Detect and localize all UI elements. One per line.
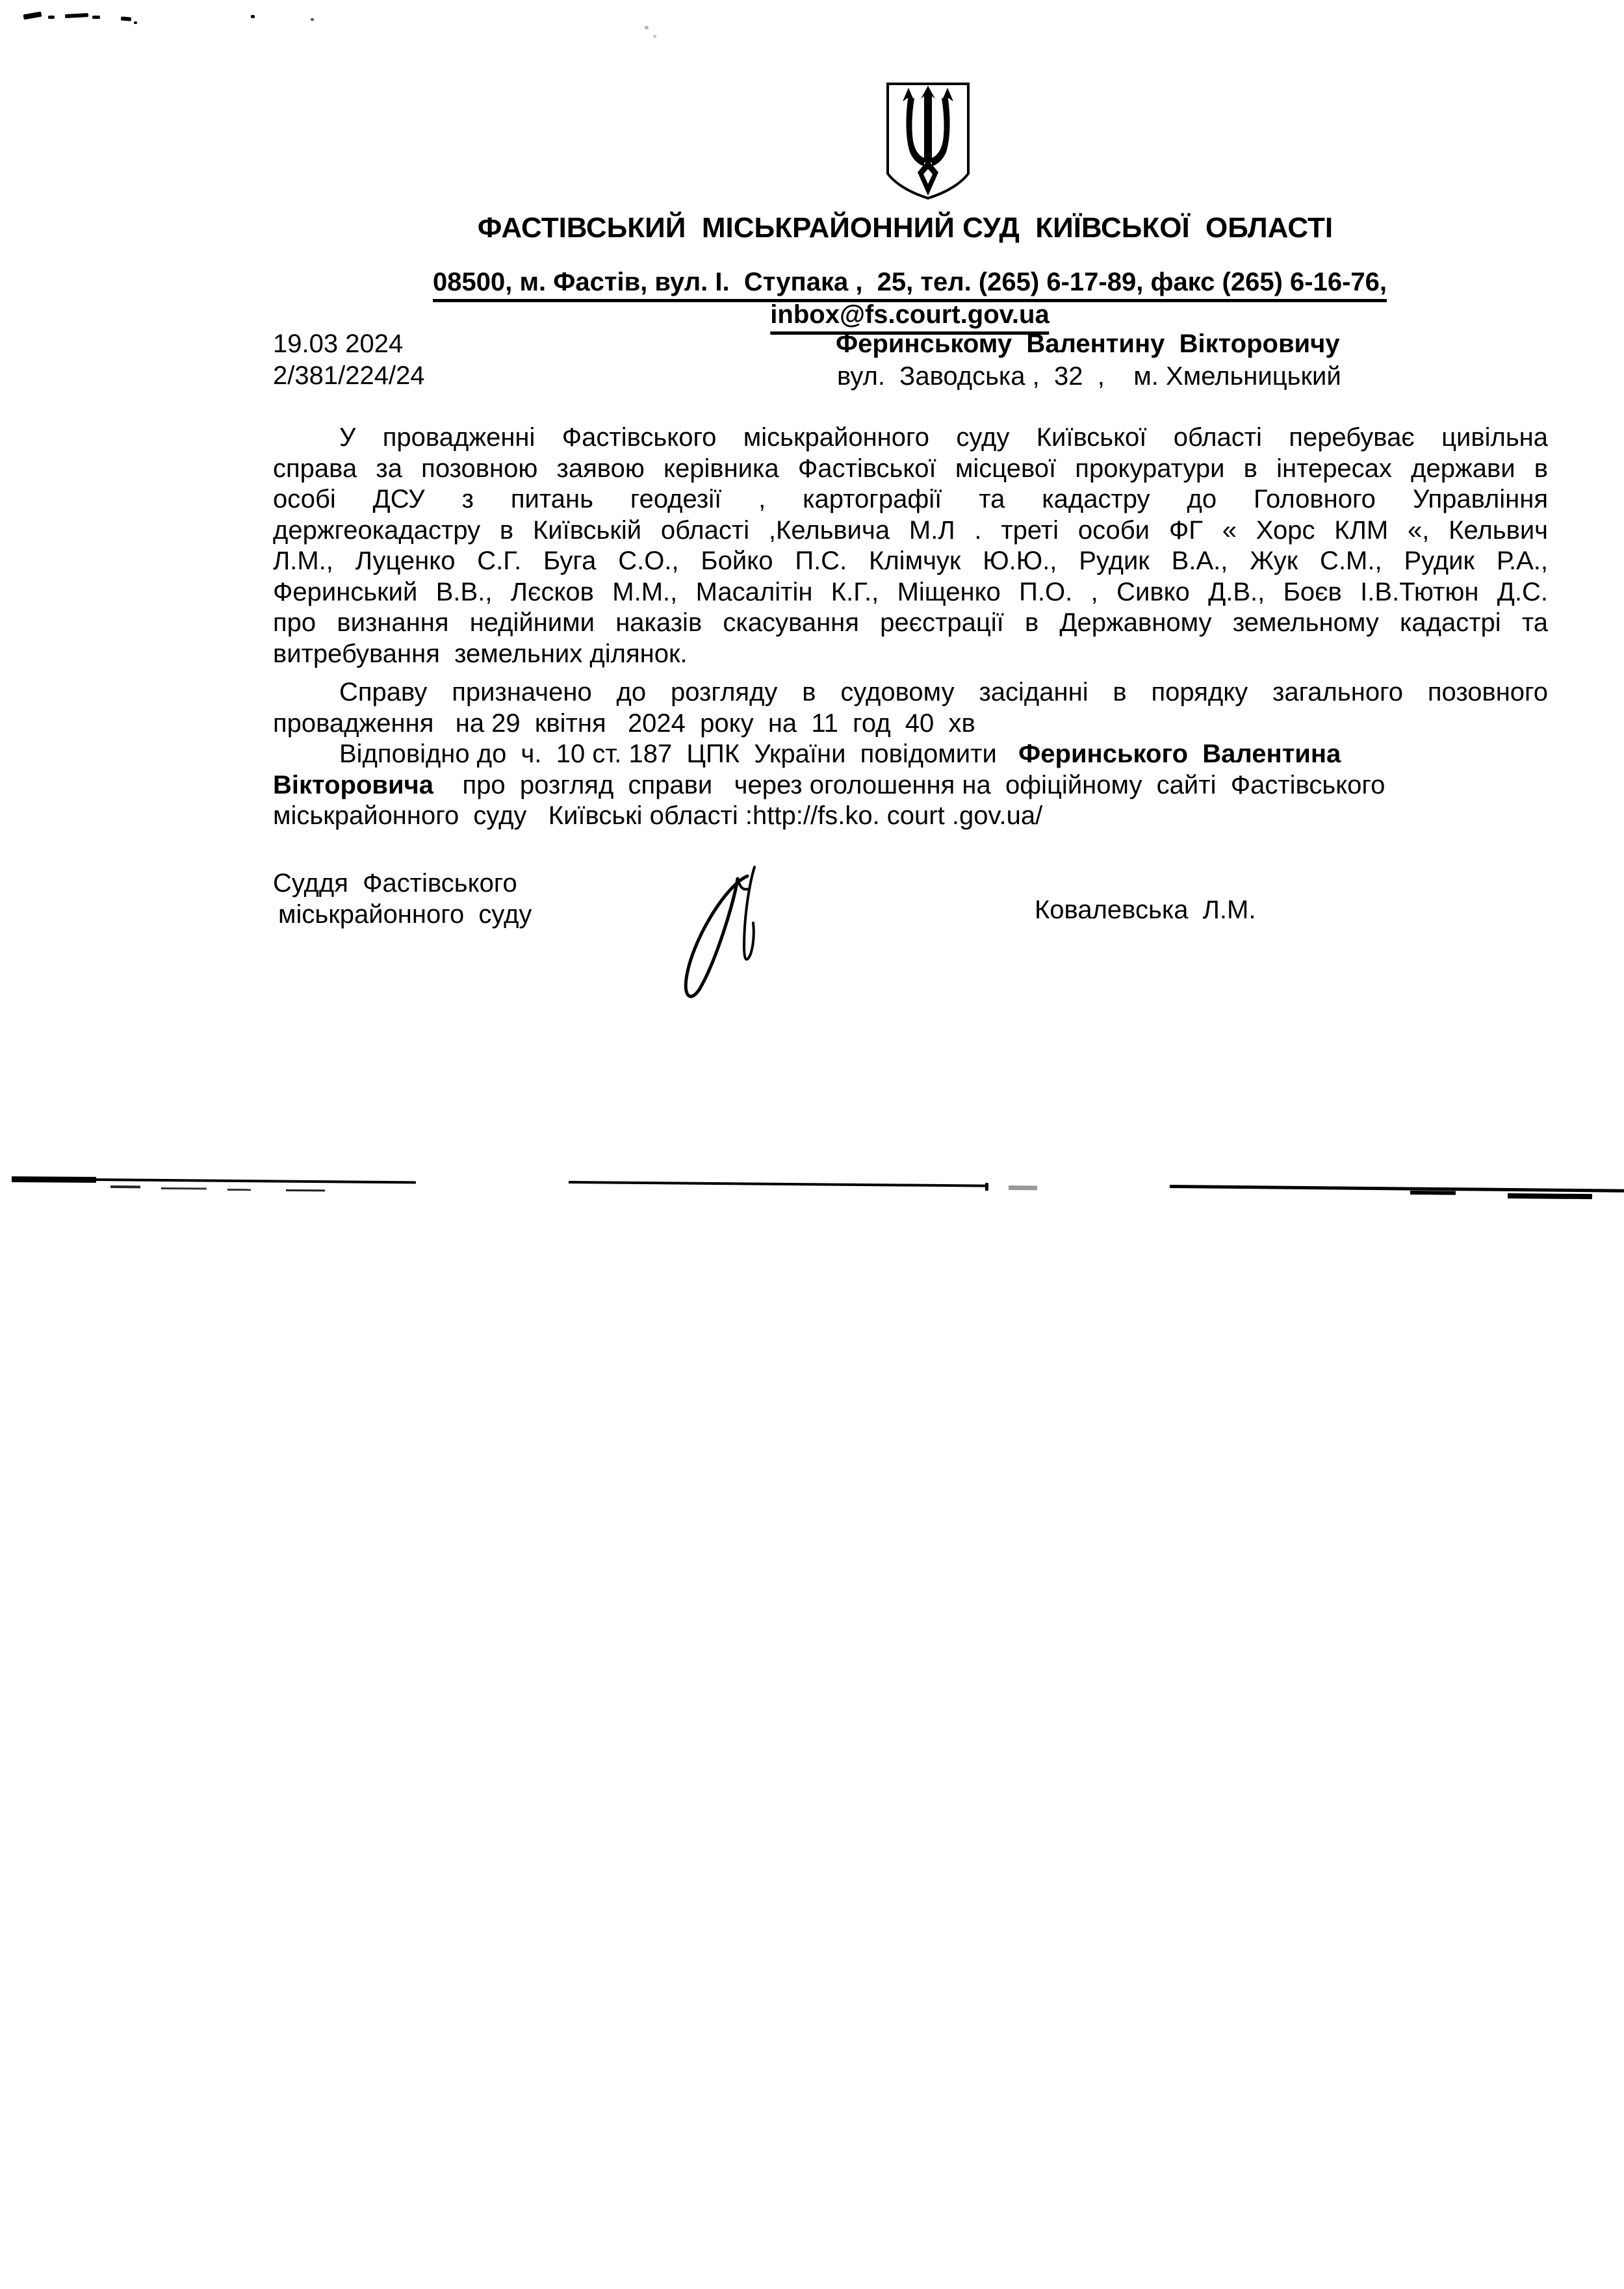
paragraph-line: справа за позовною заявою керівника Фастівської місцевої прокуратури в інтересах держави в	[273, 454, 1548, 483]
court-email-text: inbox@fs.court.gov.ua	[770, 300, 1049, 335]
paragraph-line: держгеокадастру в Київській області ,Кельвича М.Л . треті особи ФГ « Хорс КЛМ «, Кельвич	[273, 515, 1548, 545]
case-number: 2/381/224/24	[273, 361, 425, 390]
scan-artifact-dash	[286, 1189, 325, 1191]
scan-speck	[653, 35, 656, 38]
judge-position-line1: Суддя Фастівського	[273, 869, 517, 898]
scan-artifact-line	[569, 1181, 988, 1187]
scan-speck	[311, 18, 314, 21]
paragraph-line: витребування земельних ділянок.	[273, 639, 688, 668]
scan-speck	[23, 12, 42, 20]
paragraph-line: особі ДСУ з питань геодезії , картографії та кадастру до Головного Управління	[273, 485, 1548, 513]
ukraine-trident-emblem	[879, 79, 977, 204]
scan-speck	[121, 16, 131, 21]
paragraph-line: про визнання недійними наказів скасування реєстрації в Державному земельному кадастрі та	[273, 608, 1548, 637]
paragraph-line	[273, 770, 1385, 801]
scan-artifact-blob	[1009, 1185, 1037, 1190]
judge-position-line2: міськрайонного суду	[278, 900, 532, 929]
paragraph-line: Справу призначено до розгляду в судовому засіданні в порядку загального позовного	[339, 678, 1548, 706]
scan-artifact-dash	[161, 1187, 207, 1189]
court-address-line	[433, 268, 1387, 302]
publication-clause-text: про розгляд справи через оголошення на офіційному сайті Фастівського	[433, 770, 1386, 799]
judge-signature	[671, 863, 776, 1003]
notify-clause-text: Відповідно до ч. 10 ст. 187 ЦПК України повідомити	[339, 740, 1019, 768]
court-name-title: ФАСТІВСЬКИЙ МІСЬКРАЙОННИЙ СУД КИЇВСЬКОЇ ОБЛАСТІ	[477, 212, 1334, 244]
paragraph-line	[273, 739, 1385, 770]
scan-speck	[134, 21, 137, 24]
paragraph-line: У провадженні Фастівського міськрайонного суду Київської області перебуває цивільна	[339, 423, 1548, 452]
judge-name: Ковалевська Л.М.	[1035, 896, 1256, 924]
body-paragraph-3	[273, 739, 1385, 832]
scan-speck	[65, 13, 88, 18]
notified-person-name-part1: Феринського Валентина	[1018, 740, 1341, 768]
scan-artifact-line	[1170, 1185, 1624, 1193]
paragraph-line: Феринський В.В., Лєсков М.М., Масалітін К.Г., Міщенко П.О. , Сивко Д.В., Боєв І.В.Тютюн Д.С.	[273, 577, 1548, 606]
paragraph-line-with-court-site-url: міськрайонного суду Київські області :http://fs.ko. court .gov.ua/	[273, 801, 1043, 830]
scan-artifact-dash	[1508, 1193, 1592, 1199]
scan-speck	[645, 26, 649, 29]
scan-speck	[92, 16, 100, 19]
body-paragraph-1	[273, 422, 1548, 669]
paragraph-line: Л.М., Луценко С.Г. Буга С.О., Бойко П.С. Клімчук Ю.Ю., Рудик В.А., Жук С.М., Рудик Р.А.,	[273, 547, 1548, 575]
scan-artifact-tick	[985, 1183, 988, 1191]
court-address-text: 08500, м. Фастів, вул. І. Ступака , 25, тел. (265) 6-17-89, факс (265) 6-16-76,	[433, 268, 1387, 302]
scan-speck	[251, 15, 255, 18]
addressee-address: вул. Заводська , 32 , м. Хмельницький	[837, 362, 1341, 391]
letter-date: 19.03 2024	[273, 330, 404, 358]
notified-person-name-part2: Вікторовича	[273, 770, 434, 799]
paragraph-line: провадження на 29 квітня 2024 року на 11 год 40 хв	[273, 708, 975, 738]
scan-artifact-line	[12, 1176, 96, 1183]
scan-artifact-dash	[227, 1189, 251, 1191]
scan-speck	[48, 16, 55, 19]
scan-artifact-dash	[1410, 1191, 1456, 1195]
addressee-name: Феринському Валентину Вікторовичу	[836, 330, 1340, 358]
body-paragraph-2	[273, 677, 1548, 739]
scan-artifact-line	[91, 1178, 416, 1183]
scan-artifact-dash	[110, 1185, 140, 1188]
